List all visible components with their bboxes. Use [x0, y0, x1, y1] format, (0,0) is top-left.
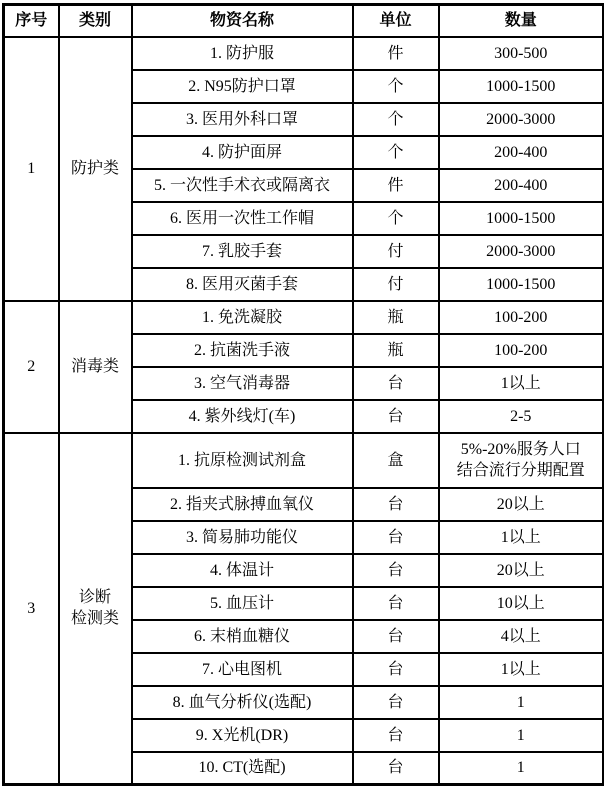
unit-cell: 台 — [353, 554, 439, 587]
quantity-cell: 1以上 — [439, 653, 604, 686]
unit-cell: 个 — [353, 70, 439, 103]
header-unit: 单位 — [353, 5, 439, 37]
unit-cell: 台 — [353, 488, 439, 521]
item-name-cell: 6. 末梢血糖仪 — [132, 620, 353, 653]
unit-cell: 台 — [353, 752, 439, 785]
item-name-cell: 3. 医用外科口罩 — [132, 103, 353, 136]
serial-number-cell: 3 — [4, 433, 59, 785]
unit-cell: 台 — [353, 686, 439, 719]
item-name-cell: 9. X光机(DR) — [132, 719, 353, 752]
quantity-cell: 20以上 — [439, 488, 604, 521]
unit-cell: 台 — [353, 653, 439, 686]
quantity-cell: 2-5 — [439, 400, 604, 433]
header-category: 类别 — [59, 5, 132, 37]
unit-cell: 件 — [353, 37, 439, 70]
unit-cell: 瓶 — [353, 301, 439, 334]
item-name-cell: 5. 一次性手术衣或隔离衣 — [132, 169, 353, 202]
header-material-name: 物资名称 — [132, 5, 353, 37]
quantity-cell: 1 — [439, 752, 604, 785]
header-quantity: 数量 — [439, 5, 604, 37]
quantity-cell: 1000-1500 — [439, 202, 604, 235]
quantity-cell: 200-400 — [439, 136, 604, 169]
unit-cell: 付 — [353, 235, 439, 268]
item-name-cell: 4. 紫外线灯(车) — [132, 400, 353, 433]
unit-cell: 盒 — [353, 433, 439, 488]
serial-number-cell: 1 — [4, 37, 59, 301]
item-name-cell: 1. 抗原检测试剂盒 — [132, 433, 353, 488]
item-name-cell: 3. 空气消毒器 — [132, 367, 353, 400]
quantity-cell: 1 — [439, 719, 604, 752]
quantity-cell: 200-400 — [439, 169, 604, 202]
unit-cell: 个 — [353, 103, 439, 136]
unit-cell: 台 — [353, 587, 439, 620]
item-name-cell: 2. N95防护口罩 — [132, 70, 353, 103]
quantity-cell: 4以上 — [439, 620, 604, 653]
table-row — [4, 37, 604, 70]
item-name-cell: 8. 医用灭菌手套 — [132, 268, 353, 301]
quantity-cell: 1以上 — [439, 367, 604, 400]
unit-cell: 台 — [353, 400, 439, 433]
item-name-cell: 8. 血气分析仪(选配) — [132, 686, 353, 719]
quantity-cell: 2000-3000 — [439, 103, 604, 136]
table-row — [4, 301, 604, 334]
category-cell: 防护类 — [59, 37, 132, 301]
unit-cell: 台 — [353, 367, 439, 400]
unit-cell: 台 — [353, 620, 439, 653]
unit-cell: 台 — [353, 719, 439, 752]
supplies-table — [2, 3, 604, 786]
item-name-cell: 4. 体温计 — [132, 554, 353, 587]
quantity-cell: 10以上 — [439, 587, 604, 620]
quantity-cell: 1以上 — [439, 521, 604, 554]
quantity-cell: 100-200 — [439, 334, 604, 367]
quantity-cell: 20以上 — [439, 554, 604, 587]
item-name-cell: 3. 简易肺功能仪 — [132, 521, 353, 554]
quantity-cell: 5%-20%服务人口 结合流行分期配置 — [439, 433, 604, 488]
table-body — [4, 37, 604, 785]
item-name-cell: 2. 抗菌洗手液 — [132, 334, 353, 367]
unit-cell: 付 — [353, 268, 439, 301]
item-name-cell: 4. 防护面屏 — [132, 136, 353, 169]
unit-cell: 个 — [353, 202, 439, 235]
quantity-cell: 2000-3000 — [439, 235, 604, 268]
item-name-cell: 7. 心电图机 — [132, 653, 353, 686]
item-name-cell: 7. 乳胶手套 — [132, 235, 353, 268]
item-name-cell: 1. 免洗凝胶 — [132, 301, 353, 334]
header-row — [4, 5, 604, 37]
unit-cell: 瓶 — [353, 334, 439, 367]
item-name-cell: 1. 防护服 — [132, 37, 353, 70]
category-cell: 诊断 检测类 — [59, 433, 132, 785]
category-cell: 消毒类 — [59, 301, 132, 433]
unit-cell: 个 — [353, 136, 439, 169]
quantity-cell: 300-500 — [439, 37, 604, 70]
quantity-cell: 100-200 — [439, 301, 604, 334]
unit-cell: 台 — [353, 521, 439, 554]
item-name-cell: 5. 血压计 — [132, 587, 353, 620]
serial-number-cell: 2 — [4, 301, 59, 433]
table-row — [4, 433, 604, 488]
unit-cell: 件 — [353, 169, 439, 202]
header-serial-number: 序号 — [4, 5, 59, 37]
item-name-cell: 2. 指夹式脉搏血氧仪 — [132, 488, 353, 521]
item-name-cell: 10. CT(选配) — [132, 752, 353, 785]
quantity-cell: 1000-1500 — [439, 268, 604, 301]
quantity-cell: 1 — [439, 686, 604, 719]
item-name-cell: 6. 医用一次性工作帽 — [132, 202, 353, 235]
quantity-cell: 1000-1500 — [439, 70, 604, 103]
